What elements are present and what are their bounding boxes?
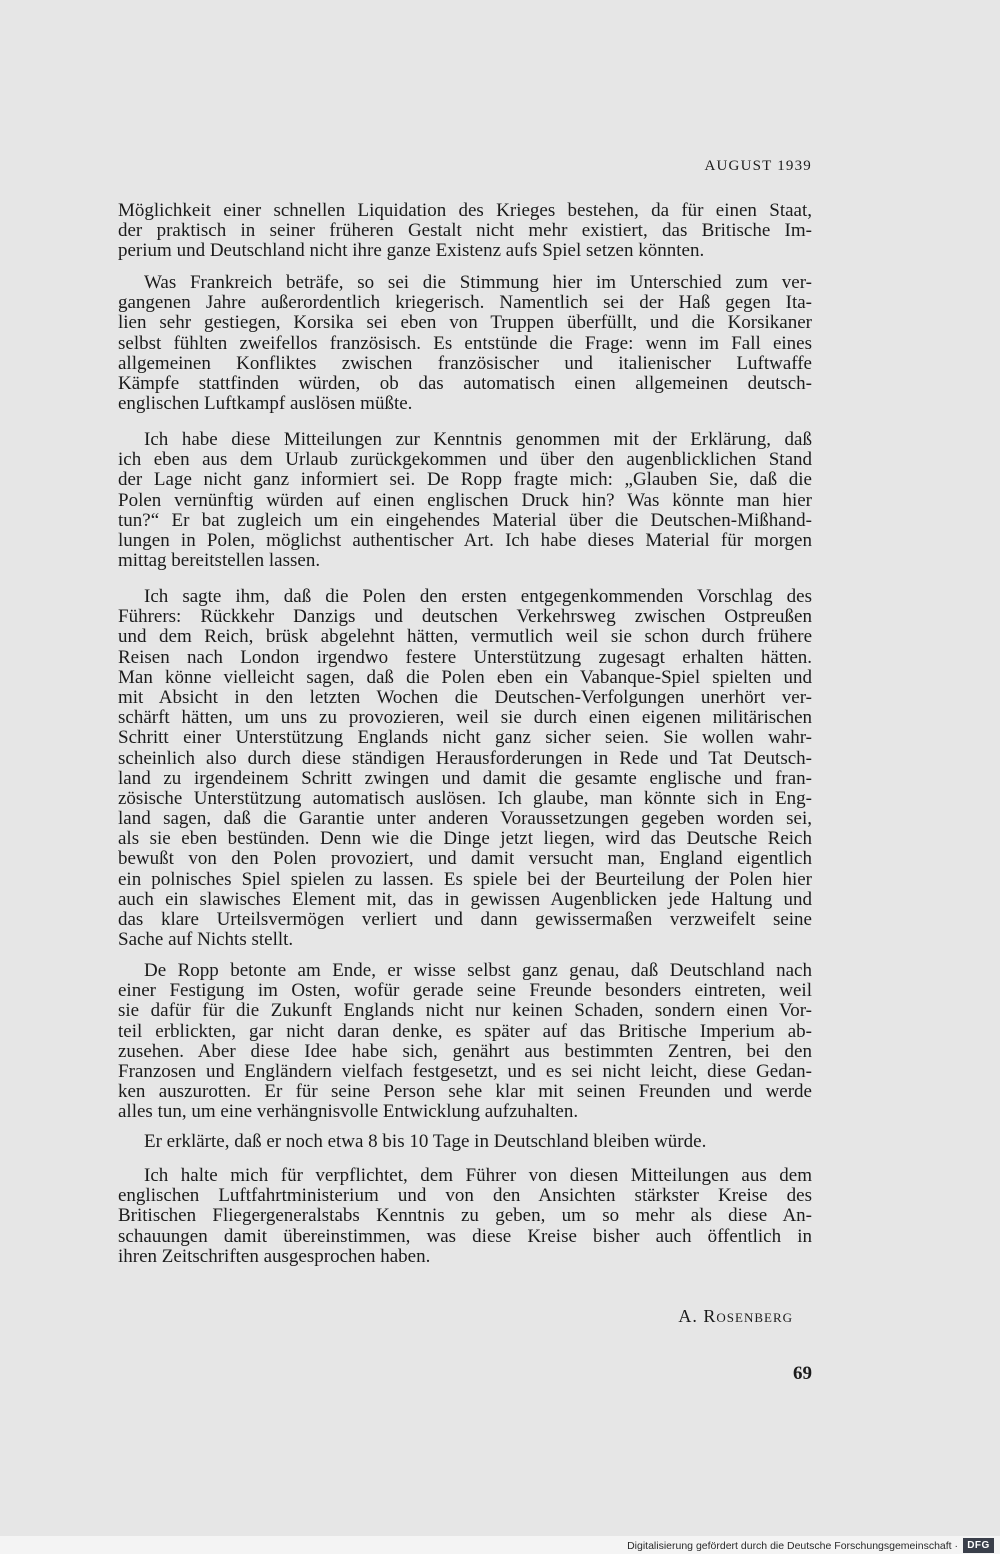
text-line: lien sehr gestiegen, Korsika sei eben von Truppen überfüllt, und die Korsikaner — [118, 313, 812, 334]
paragraph — [118, 430, 812, 571]
text-line: sie dafür für die Zukunft Englands nicht nur keinen Schaden, sondern einen Vor- — [118, 1001, 812, 1022]
text-line: einer Festigung im Osten, wofür gerade seine Freunde besonders eintreten, weil — [118, 981, 812, 1002]
text-line: Man könne vielleicht sagen, daß die Polen eben ein Vabanque-Spiel spielten und — [118, 667, 812, 688]
text-line: Franzosen und Engländern vielfach festgesetzt, und es sei nicht leicht, diese Gedan- — [118, 1061, 812, 1082]
text-line: zösische Unterstützung automatisch auslösen. Ich glaube, man könnte sich in Eng- — [118, 788, 812, 809]
text-line: Schritt einer Unterstützung Englands nicht ganz sicher seien. Sie wollen wahr- — [118, 728, 812, 749]
text-line: zusehen. Aber diese Idee habe sich, genährt aus bestimmten Zentren, bei den — [118, 1041, 812, 1062]
text-line: lungen in Polen, möglichst authentischer Art. Ich habe dieses Material für morgen — [118, 530, 812, 551]
text-line: der praktisch in seiner früheren Gestalt nicht mehr existiert, das Britische Im- — [118, 221, 812, 242]
page-number: 69 — [793, 1363, 812, 1384]
text-line: land zu irgendeinem Schritt zwingen und damit die gesamte englische und fran- — [118, 768, 812, 789]
text-line: englischen Luftkampf auslösen müßte. — [118, 394, 413, 415]
text-line: mit Absicht in den letzten Wochen die Deutschen-Verfolgungen unerhört ver- — [118, 687, 812, 708]
text-line: ein polnisches Spiel spielen zu lassen. Es spiele bei der Beurteilung der Polen hier — [118, 869, 812, 890]
paragraph — [118, 273, 812, 414]
text-line: mittag bereitstellen lassen. — [118, 551, 321, 572]
text-line: englischen Luftfahrtministerium und von den Ansichten stärkster Kreise des — [118, 1186, 812, 1207]
text-line: Möglichkeit einer schnellen Liquidation des Krieges bestehen, da für einen Staat, — [118, 201, 812, 221]
text-line: Führers: Rückkehr Danzigs und deutschen Verkehrsweg zwischen Ostpreußen — [118, 607, 812, 628]
footer-credit: Digitalisierung gefördert durch die Deutsche Forschungsgemeinschaft · — [627, 1540, 958, 1552]
text-line: selbst fühlten zweifellos französisch. Es entstünde die Frage: wenn im Fall eines — [118, 333, 812, 354]
text-line: teil erblickten, gar nicht daran denke, es später auf das Britische Imperium ab- — [118, 1021, 812, 1042]
text-line: perium und Deutschland nicht ihre ganze Existenz aufs Spiel setzen könnten. — [118, 241, 705, 262]
text-line: ihren Zeitschriften ausgesprochen haben. — [118, 1246, 431, 1267]
text-line: das klare Urteilsvermögen verliert und dann gewissermaßen verzweifelt seine — [118, 910, 812, 930]
text-line: allgemeinen Konfliktes zwischen französischer und italienischer Luftwaffe — [118, 353, 812, 374]
text-line: schauungen damit übereinstimmen, was diese Kreise bisher auch öffentlich in — [118, 1226, 812, 1247]
text-line: als sie eben bestünden. Denn wie die Dinge jetzt liegen, wird das Deutsche Reich — [118, 829, 812, 850]
paragraph — [118, 1132, 812, 1152]
text-line: scheinlich also durch diese ständigen Herausforderungen in Rede und Tat Deutsch- — [118, 748, 812, 769]
text-line: Ich habe diese Mitteilungen zur Kenntnis genommen mit der Erklärung, daß — [144, 430, 812, 450]
text-line: Ich halte mich für verpflichtet, dem Führer von diesen Mitteilungen aus dem — [144, 1166, 812, 1186]
text-line: Polen vernünftig würden auf einen englischen Druck hin? Was könnte man hier — [118, 490, 812, 511]
text-line: bewußt von den Polen provoziert, und damit versucht man, England eigentlich — [118, 849, 812, 870]
text-line: gangenen Jahre außerordentlich kriegerisch. Namentlich sei der Haß gegen Ita- — [118, 293, 812, 314]
text-line: Kämpfe stattfinden würden, ob das automatisch einen allgemeinen deutsch- — [118, 373, 812, 394]
running-head: AUGUST 1939 — [704, 158, 812, 174]
text-line: auch ein slawisches Element mit, das in gewissen Augenblicken jede Haltung und — [118, 889, 812, 910]
text-line: alles tun, um eine verhängnisvolle Entwicklung aufzuhalten. — [118, 1102, 579, 1123]
text-line: land sagen, daß die Garantie unter anderen Voraussetzungen gegeben worden sei, — [118, 809, 812, 830]
signature: A. Rosenberg — [678, 1306, 793, 1326]
text-line: und dem Reich, brüsk abgelehnt hätten, vermutlich weil sie schon durch frühere — [118, 627, 812, 648]
text-line: der Lage nicht ganz informiert sei. De Ropp fragte mich: „Glauben Sie, daß die — [118, 470, 812, 491]
text-line: De Ropp betonte am Ende, er wisse selbst ganz genau, daß Deutschland nach — [144, 961, 812, 981]
dfg-logo-icon: DFG — [963, 1538, 994, 1553]
text-line: schärft hätten, um uns zu provozieren, weil sie durch einen eigenen militärischen — [118, 708, 812, 729]
paragraph — [118, 201, 812, 262]
text-line: Britischen Fliegergeneralstabs Kenntnis zu geben, um so mehr als diese An- — [118, 1206, 812, 1227]
text-line: Was Frankreich beträfe, so sei die Stimmung hier im Unterschied zum ver- — [144, 273, 812, 293]
text-line: tun?“ Er bat zugleich um ein eingehendes Material über die Deutschen-Mißhand- — [118, 510, 812, 531]
text-line: Ich sagte ihm, daß die Polen den ersten entgegenkommenden Vorschlag des — [144, 587, 812, 607]
paragraph — [118, 1166, 812, 1267]
paragraph — [118, 961, 812, 1123]
text-line: ich eben aus dem Urlaub zurückgekommen und über den augenblicklichen Stand — [118, 450, 812, 471]
text-line: ken auszurotten. Er für seine Person sehe klar mit seinen Freunden und werde — [118, 1082, 812, 1103]
paragraph — [118, 587, 812, 950]
text-line: Sache auf Nichts stellt. — [118, 930, 294, 951]
text-line: Reisen nach London irgendwo festere Unterstützung zugesagt erhalten hätten. — [118, 647, 812, 668]
text-line: Er erklärte, daß er noch etwa 8 bis 10 Tage in Deutschland bleiben würde. — [144, 1132, 707, 1152]
